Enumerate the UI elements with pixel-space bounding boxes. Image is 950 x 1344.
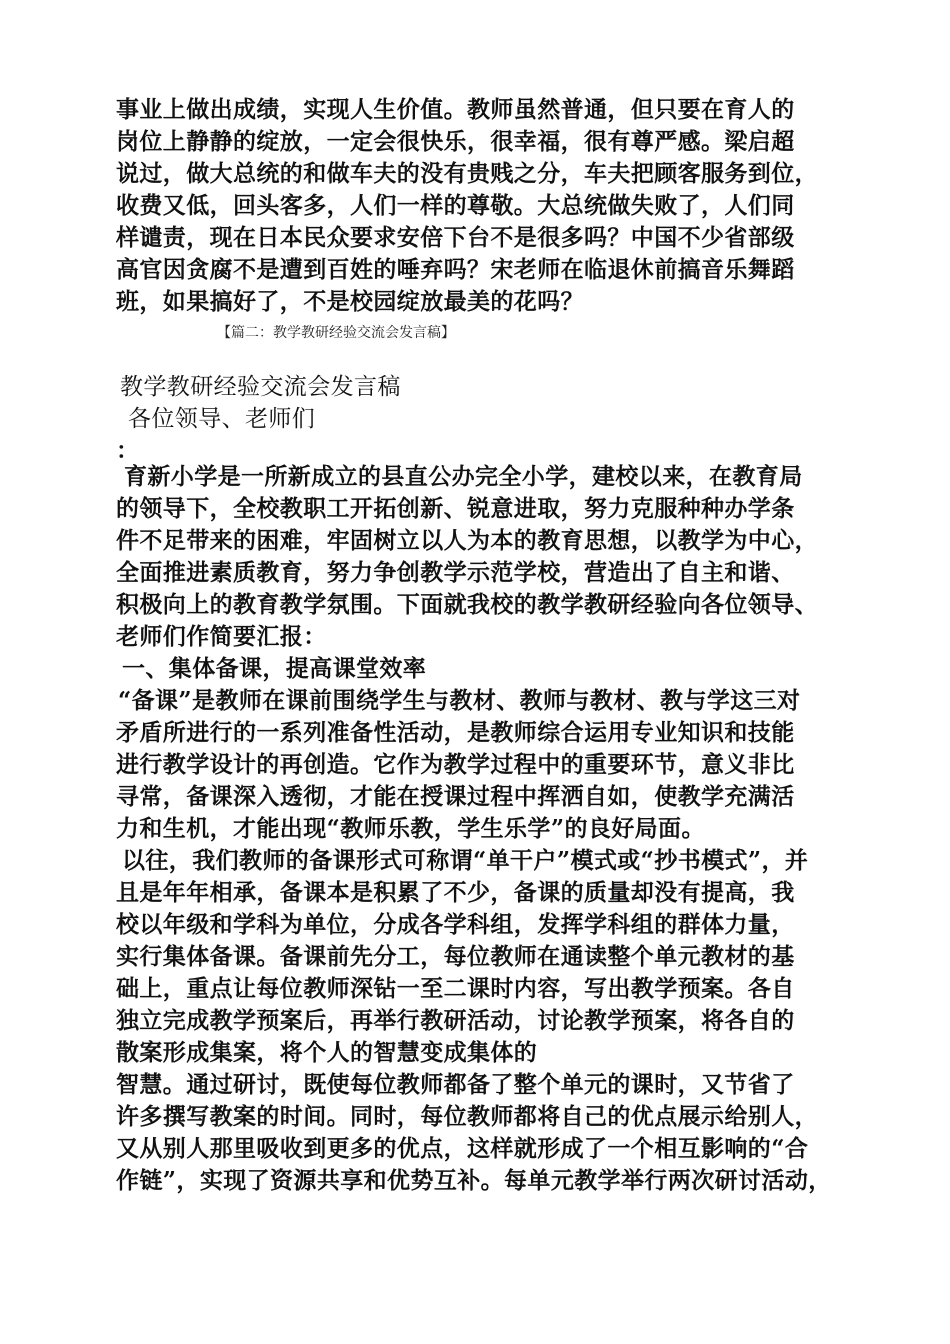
paragraph-4-line: 且是年年相承，备课本是积累了不少，备课的质量却没有提高，我 [116,879,795,906]
paragraph-3-line: 矛盾所进行的一系列准备性活动，是教师综合运用专业知识和技能 [116,719,795,746]
salutation: 各位领导、老师们 [128,406,316,432]
paragraph-2-line: 老师们作简要汇报： [116,623,327,650]
paragraph-3-line: “备课”是教师在课前围绕学生与教材、教师与教材、教与学这三对 [118,687,801,714]
paragraph-4-line: 散案形成集案，将个人的智慧变成集体的 [116,1039,538,1066]
paragraph-1-line: 样谴责，现在日本民众要求安倍下台不是很多吗？中国不少省部级 [116,224,795,251]
paragraph-1-line: 事业上做出成绩，实现人生价值。教师虽然普通，但只要在育人的 [116,96,795,123]
paragraph-4-line: 校以年级和学科为单位，分成各学科组，发挥学科组的群体力量， [116,911,795,938]
paragraph-4-line: 以往，我们教师的备课形式可称谓“单干户”模式或“抄书模式”，并 [122,847,809,874]
paragraph-1-line: 高官因贪腐不是遭到百姓的唾弃吗？宋老师在临退休前搞音乐舞蹈 [116,256,795,283]
paragraph-4-line: 独立完成教学预案后，再举行教研活动，讨论教学预案，将各自的 [116,1007,795,1034]
paragraph-4-line: 智慧。通过研讨，既使每位教师都备了整个单元的课时，又节省了 [116,1071,795,1098]
paragraph-4-line: 础上，重点让每位教师深钻一至二课时内容，写出教学预案。各自 [116,975,795,1002]
paragraph-4-line: 实行集体备课。备课前先分工，每位教师在通读整个单元教材的基 [116,943,795,970]
paragraph-3-line: 进行教学设计的再创造。它作为教学过程中的重要环节，意义非比 [116,751,795,778]
paragraph-1-line: 岗位上静静的绽放，一定会很快乐，很幸福，很有尊严感。梁启超 [116,128,795,155]
paragraph-1-line: 说过，做大总统的和做车夫的没有贵贱之分，车夫把顾客服务到位， [116,160,818,187]
paragraph-1-line: 班，如果搞好了，不是校园绽放最美的花吗？ [116,288,584,315]
paragraph-2-line: 育新小学是一所新成立的县直公办完全小学，建校以来，在教育局 [124,463,803,490]
paragraph-4-line: 许多撰写教案的时间。同时，每位教师都将自己的优点展示给别人， [116,1103,818,1130]
paragraph-4-line: 作链”，实现了资源共享和优势互补。每单元教学举行两次研讨活动， [116,1167,832,1194]
document-title: 教学教研经验交流会发言稿 [120,374,401,400]
paragraph-2-line: 件不足带来的困难，牢固树立以人为本的教育思想，以教学为中心， [116,527,818,554]
paragraph-2-line: 全面推进素质教育，努力争创教学示范学校，营造出了自主和谐、 [116,559,795,586]
paragraph-2-line: 的领导下，全校教职工开拓创新、锐意进取，努力克服种种办学条 [116,495,795,522]
salutation-colon: ： [116,437,140,464]
section-heading: 一、集体备课，提高课堂效率 [122,655,427,682]
paragraph-2-line: 积极向上的教育教学氛围。下面就我校的教学教研经验向各位领导、 [116,591,818,618]
section-caption: 【篇二：教学教研经验交流会发言稿】 [217,325,455,341]
paragraph-4-line: 又从别人那里吸收到更多的优点，这样就形成了一个相互影响的“合 [116,1135,809,1162]
paragraph-1-line: 收费又低，回头客多，人们一样的尊敬。大总统做失败了，人们同 [116,192,795,219]
paragraph-3-line: 力和生机，才能出现“教师乐教，学生乐学”的良好局面。 [116,815,705,842]
paragraph-3-line: 寻常，备课深入透彻，才能在授课过程中挥洒自如，使教学充满活 [116,783,795,810]
